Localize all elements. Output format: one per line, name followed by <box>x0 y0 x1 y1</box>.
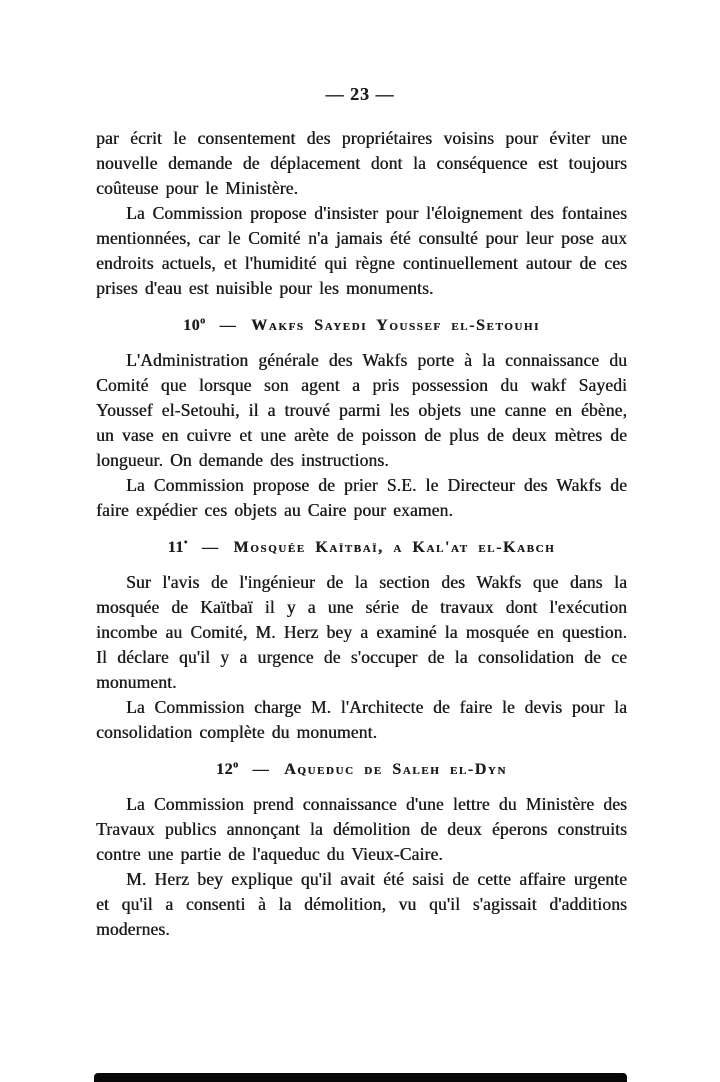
paragraph: La Commission charge M. l'Architecte de faire le devis pour la consolidation complète du monument. <box>96 697 627 742</box>
ordinal-mark: o <box>233 759 239 771</box>
section-number: 10$^o$ <box>183 315 206 334</box>
text-block <box>96 126 627 942</box>
paragraph: La Commission prend connaissance d'une lettre du Ministère des Travaux publics annonçant la démolition de deux éperons construits contre une partie de l'aqueduc du Vieux-Caire. <box>96 794 627 864</box>
page-number: — 23 — <box>325 84 395 104</box>
paragraph: par écrit le consentement des propriétaires voisins pour éviter une nouvelle demande de déplacement dont la conséquence est toujours coûteuse pour le Ministère. <box>96 128 627 198</box>
section-heading <box>96 317 627 335</box>
section-heading <box>96 761 627 779</box>
paragraph: La Commission propose d'insister pour l'éloignement des fontaines mentionnées, car le Comité n'a jamais été consulté pour leur pose aux endroits actuels, et l'humidité qui règne continuellement autour de ces prises d'eau est nuisible pour les monuments. <box>96 203 627 298</box>
section-title: Aqueduc de Saleh el-Dyn <box>284 761 507 778</box>
ordinal-mark: • <box>183 537 188 549</box>
paragraph: M. Herz bey explique qu'il avait été saisi de cette affaire urgente et qu'il a consenti à la démolition, vu qu'il s'agissait d'additions modernes. <box>96 869 627 939</box>
heading-dash: — <box>252 761 271 778</box>
paragraph: L'Administration générale des Wakfs porte à la connaissance du Comité que lorsque son agent a pris possession du wakf Sayedi Youssef el-Setouhi, il a trouvé parmi les objets une canne en ébène, un vase en cuivre et une arète de poisson de plus de deux mètres de longueur. On demande des instructions. <box>96 350 627 470</box>
scan-edge-artifact-bar <box>94 1073 627 1082</box>
section-title: Mosquée Kaïtbaï, a Kal'at el-Kabch <box>233 539 556 556</box>
paragraph: La Commission propose de prier S.E. le Directeur des Wakfs de faire expédier ces objets au Caire pour examen. <box>96 475 627 520</box>
heading-dash: — <box>201 539 220 556</box>
heading-dash: — <box>219 317 238 334</box>
ordinal-mark: o <box>200 315 206 327</box>
section-title: Wakfs Sayedi Youssef el-Setouhi <box>251 317 540 334</box>
section-number: 12$^o$ <box>216 759 239 778</box>
section-heading <box>96 539 627 557</box>
paragraph: Sur l'avis de l'ingénieur de la section des Wakfs que dans la mosquée de Kaïtbaï il y a une série de travaux dont l'exécution incombe au Comité, M. Herz bey a examiné la mosquée en question. Il déclare qu'il y a urgence de s'occuper de la consolidation de ce monument. <box>96 572 627 692</box>
section-number: 11• <box>167 537 188 556</box>
